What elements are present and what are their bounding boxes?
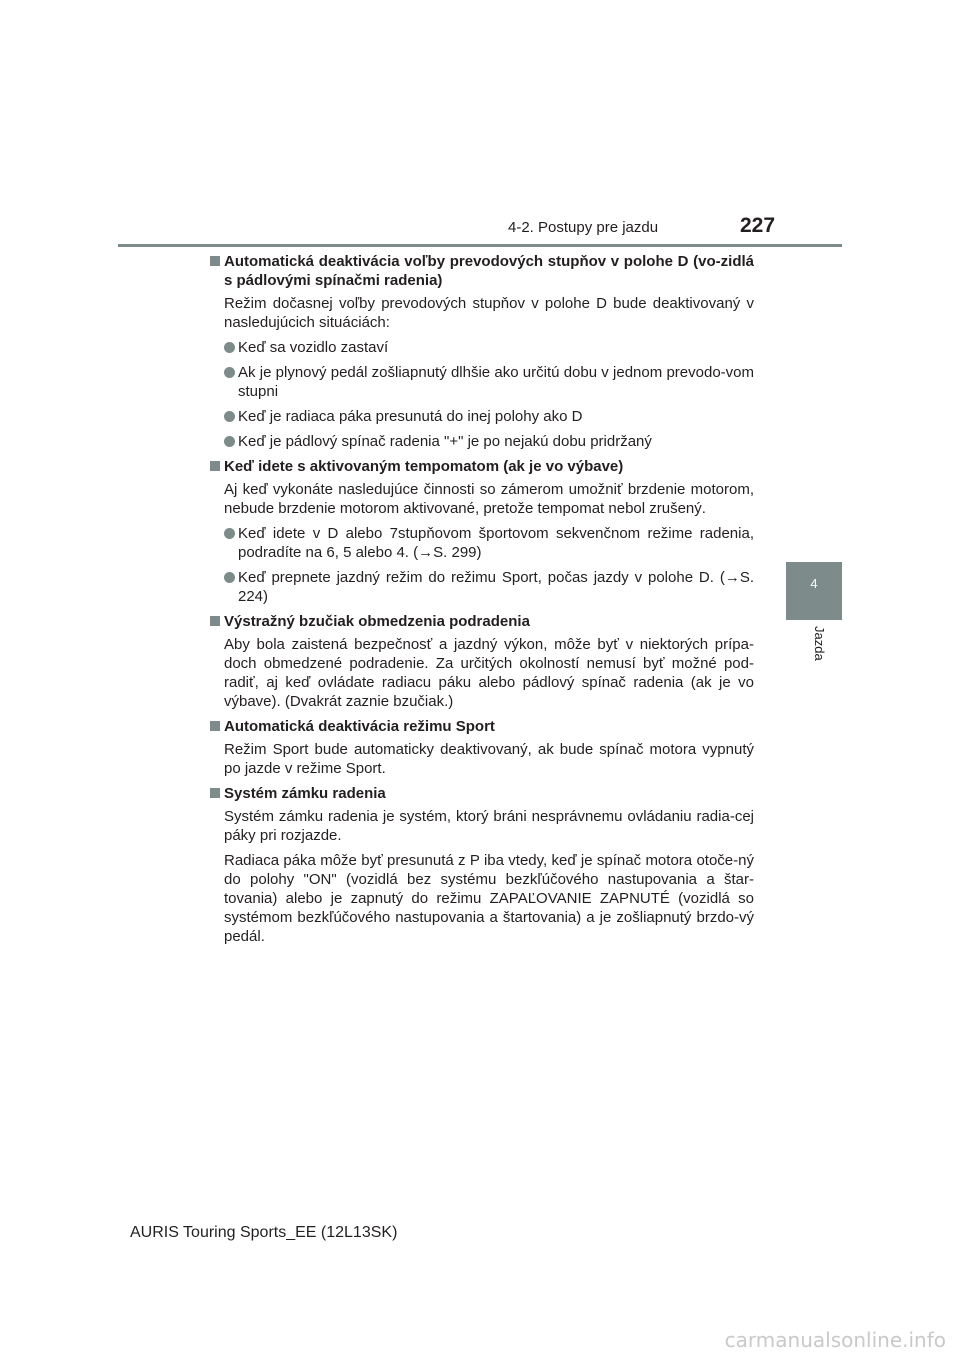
list-item: Keď prepnete jazdný režim do režimu Sport, počas jazdy v polohe D. (→S. 224)	[210, 568, 754, 606]
section-downshift-buzzer	[210, 612, 754, 711]
list-item: Ak je plynový pedál zošliapnutý dlhšie ako určitú dobu v jednom prevodo-vom stupni	[210, 363, 754, 401]
section-heading: Automatická deaktivácia režimu Sport	[210, 717, 754, 736]
circle-bullet-icon	[224, 367, 235, 378]
square-bullet-icon	[210, 256, 220, 266]
circle-bullet-icon	[224, 411, 235, 422]
section-paragraph: Aby bola zaistená bezpečnosť a jazdný výkon, môže byť v niektorých prípa-doch obmedzené podradenie. Za určitých okolností nemusí byť možné pod-radiť, aj keď ovládate radiacu páku alebo pádlový spínač radenia (ak je vo výbave). (Dvakrát zaznie bzučiak.)	[224, 636, 754, 710]
chapter-label: Jazda	[812, 626, 827, 661]
square-bullet-icon	[210, 721, 220, 731]
square-bullet-icon	[210, 616, 220, 626]
chapter-tab	[786, 562, 842, 620]
section-heading: Keď idete s aktivovaným tempomatom (ak je vo výbave)	[210, 457, 754, 476]
header-divider	[118, 244, 842, 247]
section-gear-deactivation	[210, 252, 754, 451]
chapter-number: 4	[810, 576, 818, 591]
section-paragraph: Režim Sport bude automaticky deaktivovaný, ak bude spínač motora vypnutý po jazde v režime Sport.	[224, 741, 754, 777]
section-cruise-control	[210, 457, 754, 606]
section-heading: Výstražný bzučiak obmedzenia podradenia	[210, 612, 754, 631]
square-bullet-icon	[210, 461, 220, 471]
circle-bullet-icon	[224, 436, 235, 447]
section-paragraph: Aj keď vykonáte nasledujúce činnosti so zámerom umožniť brzdenie motorom, nebude brzdenie motorom aktivované, pretože tempomat nebol zrušený.	[224, 481, 754, 517]
square-bullet-icon	[210, 788, 220, 798]
list-item: Keď idete v D alebo 7stupňovom športovom sekvenčnom režime radenia, podradíte na 6, 5 alebo 4. (→S. 299)	[210, 524, 754, 562]
circle-bullet-icon	[224, 342, 235, 353]
header-section-title: 4-2. Postupy pre jazdu	[508, 219, 659, 236]
circle-bullet-icon	[224, 528, 235, 539]
circle-bullet-icon	[224, 572, 235, 583]
page-number: 227	[740, 214, 776, 237]
section-heading: Systém zámku radenia	[210, 784, 754, 803]
section-paragraph: Radiaca páka môže byť presunutá z P iba vtedy, keď je spínač motora otoče-ný do polohy "ON" (vozidlá bez systému bezkľúčového nastupovania a štar-tovania) alebo je zapnutý do režimu ZAPAĽOVANIE ZAPNUTÉ (vozidlá so systémom bezkľúčového nastupovania a štartovania) a je zošliapnutý brzdo-vý pedál.	[224, 852, 754, 945]
list-item: Keď sa vozidlo zastaví	[210, 338, 754, 357]
section-heading: Automatická deaktivácia voľby prevodových stupňov v polohe D (vo-zidlá s pádlovými spínačmi radenia)	[210, 252, 754, 290]
list-item: Keď je radiaca páka presunutá do inej polohy ako D	[210, 407, 754, 426]
footer-model: AURIS Touring Sports_EE (12L13SK)	[130, 1224, 398, 1241]
section-paragraph: Režim dočasnej voľby prevodových stupňov v polohe D bude deaktivovaný v nasledujúcich situáciách:	[224, 295, 754, 331]
watermark: carmanualsonline.info	[724, 1328, 946, 1352]
section-sport-deactivation	[210, 717, 754, 778]
list-item: Keď je pádlový spínač radenia "+" je po nejakú dobu pridržaný	[210, 432, 754, 451]
page-content	[210, 252, 754, 952]
chapter-label-box	[784, 626, 844, 686]
section-paragraph: Systém zámku radenia je systém, ktorý bráni nesprávnemu ovládaniu radia-cej páky pri rozjazde.	[224, 808, 754, 844]
section-shift-lock	[210, 784, 754, 946]
